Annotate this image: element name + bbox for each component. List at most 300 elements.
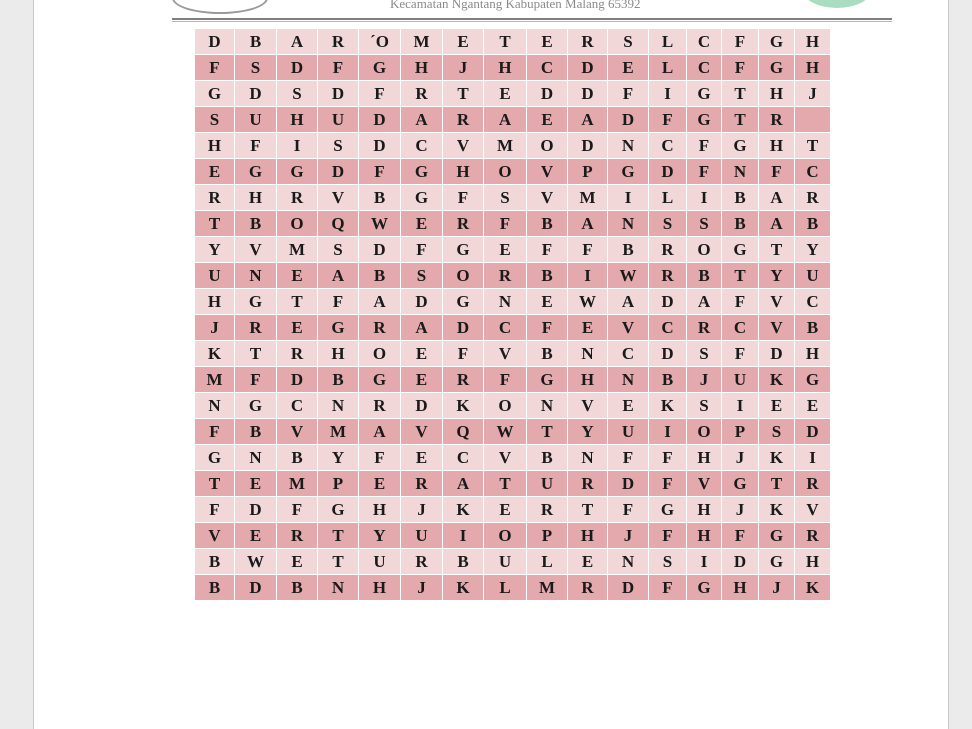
grid-cell[interactable]: C [527, 55, 568, 81]
grid-cell[interactable]: J [443, 55, 484, 81]
grid-cell[interactable]: O [443, 263, 484, 289]
grid-cell[interactable]: B [649, 367, 687, 393]
grid-cell[interactable]: E [401, 341, 443, 367]
grid-cell[interactable]: E [235, 471, 277, 497]
grid-cell[interactable]: G [687, 575, 722, 601]
grid-cell[interactable]: F [443, 341, 484, 367]
grid-cell[interactable]: I [568, 263, 608, 289]
grid-cell[interactable]: F [235, 367, 277, 393]
grid-cell[interactable]: D [795, 419, 831, 445]
grid-cell[interactable]: K [649, 393, 687, 419]
grid-cell[interactable]: I [687, 185, 722, 211]
grid-cell[interactable]: F [401, 237, 443, 263]
grid-cell[interactable]: D [608, 471, 649, 497]
grid-cell[interactable]: K [759, 367, 795, 393]
grid-cell[interactable]: W [568, 289, 608, 315]
grid-cell[interactable]: J [795, 81, 831, 107]
grid-cell[interactable]: K [759, 497, 795, 523]
grid-cell[interactable]: H [443, 159, 484, 185]
grid-cell[interactable]: I [795, 445, 831, 471]
grid-cell[interactable]: D [359, 237, 401, 263]
grid-cell[interactable]: A [608, 289, 649, 315]
grid-cell[interactable]: Y [795, 237, 831, 263]
grid-cell[interactable]: Q [443, 419, 484, 445]
grid-cell[interactable]: A [484, 107, 527, 133]
grid-cell[interactable]: B [235, 211, 277, 237]
grid-cell[interactable]: D [759, 341, 795, 367]
grid-cell[interactable]: F [608, 497, 649, 523]
grid-cell[interactable]: B [795, 315, 831, 341]
grid-cell[interactable]: D [608, 107, 649, 133]
grid-cell[interactable]: D [235, 81, 277, 107]
grid-cell[interactable]: N [318, 575, 359, 601]
grid-cell[interactable]: U [608, 419, 649, 445]
grid-cell[interactable]: H [795, 549, 831, 575]
grid-cell[interactable]: R [359, 315, 401, 341]
grid-cell[interactable]: E [608, 393, 649, 419]
grid-cell[interactable]: G [722, 471, 759, 497]
grid-cell[interactable]: E [527, 29, 568, 55]
grid-cell[interactable]: G [277, 159, 318, 185]
grid-cell[interactable]: B [195, 575, 235, 601]
grid-cell[interactable]: D [235, 497, 277, 523]
grid-cell[interactable]: H [687, 497, 722, 523]
grid-cell[interactable]: L [484, 575, 527, 601]
grid-cell[interactable]: R [401, 81, 443, 107]
grid-cell[interactable]: L [649, 185, 687, 211]
grid-cell[interactable]: E [235, 523, 277, 549]
grid-cell[interactable]: H [401, 55, 443, 81]
grid-cell[interactable]: R [568, 575, 608, 601]
grid-cell[interactable]: B [527, 211, 568, 237]
grid-cell[interactable]: R [795, 471, 831, 497]
grid-cell[interactable]: V [195, 523, 235, 549]
grid-cell[interactable]: G [687, 107, 722, 133]
grid-cell[interactable]: W [608, 263, 649, 289]
grid-cell[interactable]: B [527, 263, 568, 289]
grid-cell[interactable]: N [318, 393, 359, 419]
grid-cell[interactable]: T [235, 341, 277, 367]
grid-cell[interactable]: F [722, 341, 759, 367]
grid-cell[interactable]: H [687, 445, 722, 471]
grid-cell[interactable]: O [359, 341, 401, 367]
grid-cell[interactable]: J [759, 575, 795, 601]
grid-cell[interactable]: D [318, 159, 359, 185]
grid-cell[interactable]: R [443, 367, 484, 393]
grid-cell[interactable]: N [608, 549, 649, 575]
grid-cell[interactable]: G [527, 367, 568, 393]
grid-cell[interactable]: M [401, 29, 443, 55]
grid-cell[interactable]: T [759, 237, 795, 263]
grid-cell[interactable]: F [722, 289, 759, 315]
grid-cell[interactable]: T [484, 471, 527, 497]
grid-cell[interactable]: R [401, 471, 443, 497]
grid-cell[interactable]: F [359, 159, 401, 185]
grid-cell[interactable]: D [649, 159, 687, 185]
grid-cell[interactable]: V [759, 289, 795, 315]
grid-cell[interactable]: L [649, 55, 687, 81]
grid-cell[interactable]: R [527, 497, 568, 523]
grid-cell[interactable]: K [759, 445, 795, 471]
grid-cell[interactable]: B [277, 445, 318, 471]
grid-cell[interactable]: D [277, 55, 318, 81]
grid-cell[interactable]: P [722, 419, 759, 445]
grid-cell[interactable]: R [277, 341, 318, 367]
grid-cell[interactable]: G [759, 29, 795, 55]
grid-cell[interactable]: R [235, 315, 277, 341]
grid-cell[interactable]: E [527, 289, 568, 315]
grid-cell[interactable]: S [401, 263, 443, 289]
grid-cell[interactable]: F [649, 107, 687, 133]
grid-cell[interactable]: G [722, 133, 759, 159]
grid-cell[interactable]: F [195, 419, 235, 445]
grid-cell[interactable]: H [195, 289, 235, 315]
grid-cell[interactable]: G [443, 289, 484, 315]
grid-cell[interactable]: T [568, 497, 608, 523]
grid-cell[interactable]: H [359, 497, 401, 523]
grid-cell[interactable]: H [795, 55, 831, 81]
grid-cell[interactable]: A [759, 185, 795, 211]
grid-cell[interactable]: R [277, 523, 318, 549]
grid-cell[interactable]: F [649, 523, 687, 549]
grid-cell[interactable]: C [795, 159, 831, 185]
grid-cell[interactable]: H [795, 341, 831, 367]
grid-cell[interactable]: L [649, 29, 687, 55]
grid-cell[interactable]: N [195, 393, 235, 419]
grid-cell[interactable]: O [687, 419, 722, 445]
grid-cell[interactable]: B [277, 575, 318, 601]
grid-cell[interactable]: A [759, 211, 795, 237]
grid-cell[interactable]: J [722, 445, 759, 471]
grid-cell[interactable]: Y [359, 523, 401, 549]
grid-cell[interactable]: N [568, 341, 608, 367]
grid-cell[interactable]: G [235, 159, 277, 185]
grid-cell[interactable]: G [759, 549, 795, 575]
grid-cell[interactable]: F [722, 55, 759, 81]
grid-cell[interactable]: E [484, 81, 527, 107]
grid-cell[interactable]: L [527, 549, 568, 575]
grid-cell[interactable]: F [687, 133, 722, 159]
grid-cell[interactable]: E [277, 549, 318, 575]
grid-cell[interactable]: G [443, 237, 484, 263]
grid-cell[interactable]: S [649, 211, 687, 237]
grid-cell[interactable] [795, 107, 831, 133]
grid-cell[interactable]: G [235, 289, 277, 315]
grid-cell[interactable]: G [318, 315, 359, 341]
grid-cell[interactable]: B [527, 445, 568, 471]
grid-cell[interactable]: A [443, 471, 484, 497]
grid-cell[interactable]: N [568, 445, 608, 471]
grid-cell[interactable]: O [484, 523, 527, 549]
grid-cell[interactable]: F [722, 523, 759, 549]
grid-cell[interactable]: S [687, 341, 722, 367]
grid-cell[interactable]: V [759, 315, 795, 341]
grid-cell[interactable]: E [443, 29, 484, 55]
grid-cell[interactable]: F [759, 159, 795, 185]
grid-cell[interactable]: U [359, 549, 401, 575]
grid-cell[interactable]: U [484, 549, 527, 575]
grid-cell[interactable]: D [359, 133, 401, 159]
grid-cell[interactable]: F [318, 289, 359, 315]
grid-cell[interactable]: R [195, 185, 235, 211]
grid-cell[interactable]: M [484, 133, 527, 159]
grid-cell[interactable]: R [443, 211, 484, 237]
grid-cell[interactable]: R [484, 263, 527, 289]
grid-cell[interactable]: I [687, 549, 722, 575]
grid-cell[interactable]: S [484, 185, 527, 211]
grid-cell[interactable]: F [527, 237, 568, 263]
grid-cell[interactable]: F [649, 575, 687, 601]
grid-cell[interactable]: B [722, 211, 759, 237]
grid-cell[interactable]: A [568, 211, 608, 237]
grid-cell[interactable]: C [443, 445, 484, 471]
grid-cell[interactable]: D [649, 341, 687, 367]
grid-cell[interactable]: R [401, 549, 443, 575]
grid-cell[interactable]: Y [568, 419, 608, 445]
grid-cell[interactable]: E [195, 159, 235, 185]
grid-cell[interactable]: B [687, 263, 722, 289]
grid-cell[interactable]: J [687, 367, 722, 393]
grid-cell[interactable]: D [443, 315, 484, 341]
grid-cell[interactable]: F [527, 315, 568, 341]
grid-cell[interactable]: F [484, 367, 527, 393]
grid-cell[interactable]: N [608, 211, 649, 237]
grid-cell[interactable]: V [527, 185, 568, 211]
grid-cell[interactable]: A [401, 107, 443, 133]
grid-cell[interactable]: G [195, 81, 235, 107]
grid-cell[interactable]: J [401, 497, 443, 523]
grid-cell[interactable]: C [795, 289, 831, 315]
grid-cell[interactable]: B [235, 419, 277, 445]
grid-cell[interactable]: D [722, 549, 759, 575]
grid-cell[interactable]: V [687, 471, 722, 497]
grid-cell[interactable]: F [568, 237, 608, 263]
grid-cell[interactable]: Q [318, 211, 359, 237]
grid-cell[interactable]: S [318, 133, 359, 159]
grid-cell[interactable]: D [608, 575, 649, 601]
grid-cell[interactable]: H [759, 133, 795, 159]
grid-cell[interactable]: C [649, 315, 687, 341]
grid-cell[interactable]: R [318, 29, 359, 55]
grid-cell[interactable]: E [277, 263, 318, 289]
grid-cell[interactable]: A [359, 419, 401, 445]
grid-cell[interactable]: D [277, 367, 318, 393]
grid-cell[interactable]: B [608, 237, 649, 263]
grid-cell[interactable]: D [359, 107, 401, 133]
grid-cell[interactable]: B [443, 549, 484, 575]
grid-cell[interactable]: O [484, 393, 527, 419]
grid-cell[interactable]: R [795, 523, 831, 549]
grid-cell[interactable]: A [277, 29, 318, 55]
grid-cell[interactable]: T [277, 289, 318, 315]
grid-cell[interactable]: S [235, 55, 277, 81]
grid-cell[interactable]: V [527, 159, 568, 185]
grid-cell[interactable]: M [527, 575, 568, 601]
grid-cell[interactable]: D [195, 29, 235, 55]
grid-cell[interactable]: F [649, 471, 687, 497]
grid-cell[interactable]: Y [195, 237, 235, 263]
grid-cell[interactable]: V [484, 445, 527, 471]
grid-cell[interactable]: E [484, 497, 527, 523]
grid-cell[interactable]: T [759, 471, 795, 497]
grid-cell[interactable]: G [195, 445, 235, 471]
grid-cell[interactable]: M [277, 237, 318, 263]
grid-cell[interactable]: U [527, 471, 568, 497]
grid-cell[interactable]: B [795, 211, 831, 237]
grid-cell[interactable]: D [401, 289, 443, 315]
grid-cell[interactable]: R [795, 185, 831, 211]
grid-cell[interactable]: G [235, 393, 277, 419]
grid-cell[interactable]: B [359, 185, 401, 211]
grid-cell[interactable]: T [318, 549, 359, 575]
grid-cell[interactable]: R [359, 393, 401, 419]
grid-cell[interactable]: H [722, 575, 759, 601]
grid-cell[interactable]: J [722, 497, 759, 523]
grid-cell[interactable]: D [318, 81, 359, 107]
grid-cell[interactable]: F [649, 445, 687, 471]
grid-cell[interactable]: R [759, 107, 795, 133]
grid-cell[interactable]: O [527, 133, 568, 159]
grid-cell[interactable]: W [235, 549, 277, 575]
grid-cell[interactable]: O [687, 237, 722, 263]
grid-cell[interactable]: J [401, 575, 443, 601]
grid-cell[interactable]: M [318, 419, 359, 445]
grid-cell[interactable]: H [568, 523, 608, 549]
grid-cell[interactable]: A [401, 315, 443, 341]
grid-cell[interactable]: S [687, 211, 722, 237]
grid-cell[interactable]: G [318, 497, 359, 523]
grid-cell[interactable]: B [359, 263, 401, 289]
grid-cell[interactable]: H [235, 185, 277, 211]
grid-cell[interactable]: U [722, 367, 759, 393]
grid-cell[interactable]: E [484, 237, 527, 263]
grid-cell[interactable]: Y [318, 445, 359, 471]
grid-cell[interactable]: E [795, 393, 831, 419]
grid-cell[interactable]: A [687, 289, 722, 315]
grid-cell[interactable]: H [759, 81, 795, 107]
grid-cell[interactable]: S [608, 29, 649, 55]
grid-cell[interactable]: V [401, 419, 443, 445]
grid-cell[interactable]: G [795, 367, 831, 393]
grid-cell[interactable]: A [359, 289, 401, 315]
grid-cell[interactable]: G [359, 367, 401, 393]
grid-cell[interactable]: A [318, 263, 359, 289]
grid-cell[interactable]: P [568, 159, 608, 185]
grid-cell[interactable]: D [568, 133, 608, 159]
grid-cell[interactable]: O [484, 159, 527, 185]
grid-cell[interactable]: R [568, 29, 608, 55]
grid-cell[interactable]: N [527, 393, 568, 419]
grid-cell[interactable]: S [318, 237, 359, 263]
grid-cell[interactable]: R [687, 315, 722, 341]
grid-cell[interactable]: E [401, 211, 443, 237]
grid-cell[interactable]: G [608, 159, 649, 185]
grid-cell[interactable]: M [568, 185, 608, 211]
grid-cell[interactable]: C [401, 133, 443, 159]
grid-cell[interactable]: I [608, 185, 649, 211]
grid-cell[interactable]: C [484, 315, 527, 341]
grid-cell[interactable]: R [568, 471, 608, 497]
grid-cell[interactable]: Y [759, 263, 795, 289]
grid-cell[interactable]: H [277, 107, 318, 133]
grid-cell[interactable]: B [195, 549, 235, 575]
grid-cell[interactable]: F [359, 445, 401, 471]
grid-cell[interactable]: G [401, 185, 443, 211]
grid-cell[interactable]: E [568, 315, 608, 341]
grid-cell[interactable]: K [443, 497, 484, 523]
grid-cell[interactable]: W [484, 419, 527, 445]
grid-cell[interactable]: C [277, 393, 318, 419]
grid-cell[interactable]: B [527, 341, 568, 367]
grid-cell[interactable]: T [318, 523, 359, 549]
grid-cell[interactable]: N [608, 367, 649, 393]
grid-cell[interactable]: V [484, 341, 527, 367]
grid-cell[interactable]: N [235, 445, 277, 471]
grid-cell[interactable]: S [649, 549, 687, 575]
grid-cell[interactable]: C [722, 315, 759, 341]
grid-cell[interactable]: H [484, 55, 527, 81]
grid-cell[interactable]: B [722, 185, 759, 211]
grid-cell[interactable]: I [443, 523, 484, 549]
grid-cell[interactable]: S [759, 419, 795, 445]
grid-cell[interactable]: K [195, 341, 235, 367]
grid-cell[interactable]: V [608, 315, 649, 341]
grid-cell[interactable]: S [277, 81, 318, 107]
grid-cell[interactable]: F [277, 497, 318, 523]
grid-cell[interactable]: T [722, 107, 759, 133]
grid-cell[interactable]: B [235, 29, 277, 55]
grid-cell[interactable]: F [608, 445, 649, 471]
grid-cell[interactable]: J [195, 315, 235, 341]
grid-cell[interactable]: T [443, 81, 484, 107]
grid-cell[interactable]: D [527, 81, 568, 107]
grid-cell[interactable]: F [359, 81, 401, 107]
grid-cell[interactable]: F [484, 211, 527, 237]
grid-cell[interactable]: K [795, 575, 831, 601]
grid-cell[interactable]: V [277, 419, 318, 445]
grid-cell[interactable]: F [195, 497, 235, 523]
grid-cell[interactable]: G [687, 81, 722, 107]
grid-cell[interactable]: C [687, 29, 722, 55]
grid-cell[interactable]: S [195, 107, 235, 133]
grid-cell[interactable]: G [649, 497, 687, 523]
grid-cell[interactable]: D [568, 81, 608, 107]
grid-cell[interactable]: M [195, 367, 235, 393]
grid-cell[interactable]: F [443, 185, 484, 211]
grid-cell[interactable]: N [484, 289, 527, 315]
grid-cell[interactable]: W [359, 211, 401, 237]
grid-cell[interactable]: N [235, 263, 277, 289]
grid-cell[interactable]: U [795, 263, 831, 289]
grid-cell[interactable]: G [759, 523, 795, 549]
grid-cell[interactable]: E [359, 471, 401, 497]
grid-cell[interactable]: E [759, 393, 795, 419]
grid-cell[interactable]: F [195, 55, 235, 81]
grid-cell[interactable]: R [649, 237, 687, 263]
grid-cell[interactable]: H [195, 133, 235, 159]
grid-cell[interactable]: T [722, 263, 759, 289]
grid-cell[interactable]: G [759, 55, 795, 81]
grid-cell[interactable]: V [795, 497, 831, 523]
grid-cell[interactable]: O [277, 211, 318, 237]
grid-cell[interactable]: I [722, 393, 759, 419]
grid-cell[interactable]: T [722, 81, 759, 107]
grid-cell[interactable]: U [318, 107, 359, 133]
grid-cell[interactable]: G [359, 55, 401, 81]
grid-cell[interactable]: V [443, 133, 484, 159]
grid-cell[interactable]: F [318, 55, 359, 81]
grid-cell[interactable]: G [722, 237, 759, 263]
